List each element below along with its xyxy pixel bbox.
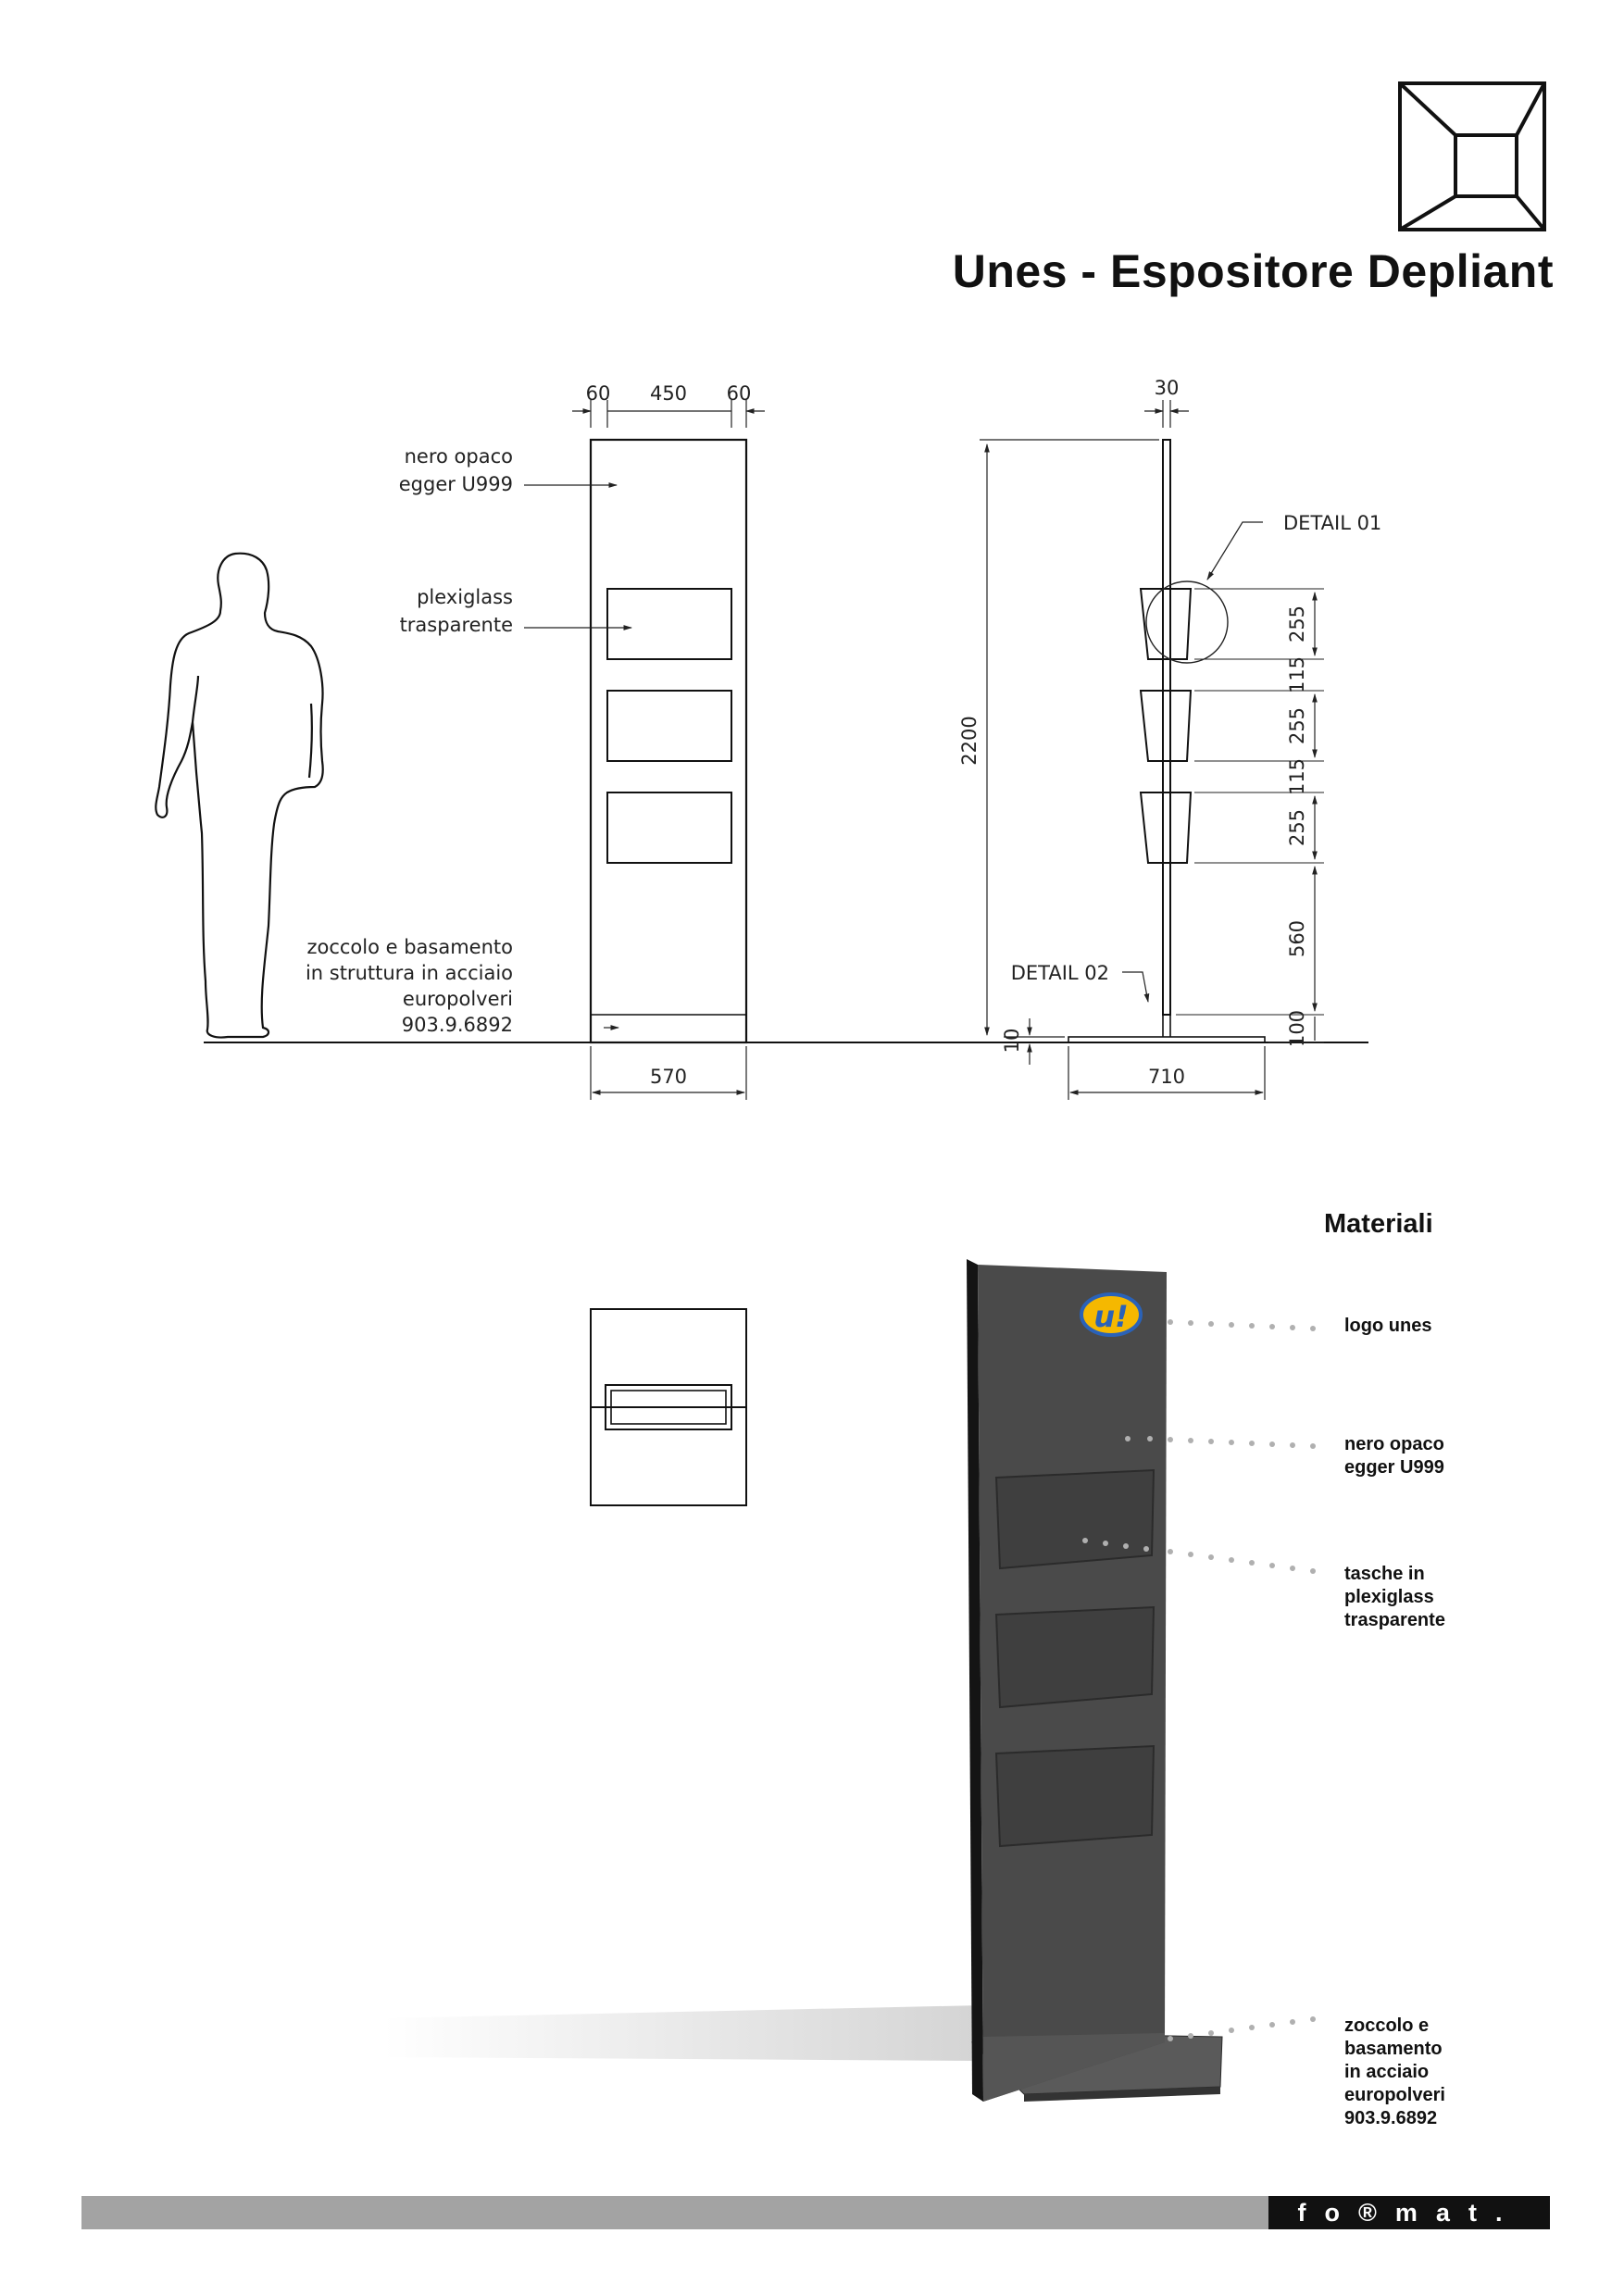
side-dim-height: 2200 [958,716,981,766]
label-base-line4: 903.9.6892 [401,1014,513,1036]
human-silhouette [156,554,322,1038]
materials-heading: Materiali [1324,1209,1433,1239]
front-pocket-1 [607,589,731,659]
front-dim-center: 450 [649,382,688,405]
front-dim-left: 60 [585,382,611,405]
page-title: Unes - Espositore Depliant [952,245,1554,297]
render-pocket-1 [996,1470,1154,1568]
front-dim-right: 60 [726,382,752,405]
unes-logo-text: u! [1093,1299,1129,1334]
label-panel-line2: egger U999 [398,473,513,495]
side-dim-gap-1: 115 [1286,655,1308,694]
label-pockets-line2: trasparente [399,614,513,636]
label-base-line2: in struttura in acciaio [305,962,513,984]
side-dim-base-depth: 710 [1147,1066,1186,1088]
label-base-line3: europolveri [402,988,513,1010]
side-dim-gap-2: 115 [1286,757,1308,796]
side-dim-pocket-1: 255 [1286,605,1308,643]
side-dim-thickness: 30 [1154,377,1180,399]
callout-pockets: tasche in plexiglass trasparente [1344,1564,1445,1630]
label-base-line1: zoccolo e basamento [306,936,513,958]
side-dim-base-gap: 560 [1286,919,1308,958]
render-pocket-2 [996,1607,1154,1707]
front-dim-width: 570 [649,1066,688,1088]
callout-base: zoccolo e basamento in acciaio europolveri 903.9.6892 [1344,2015,1445,2128]
render-shadow [383,2005,981,2061]
side-pocket-2 [1141,691,1191,761]
side-pocket-1 [1141,589,1191,659]
side-dim-base-thickness: 10 [1001,1028,1023,1054]
front-pocket-2 [607,691,731,761]
side-panel [1163,440,1170,1015]
side-pocket-3 [1141,792,1191,863]
leader-base [1168,2016,1316,2041]
label-panel-line1: nero opaco [404,445,513,468]
side-dim-plinth: 100 [1286,1009,1308,1048]
leader-logo [1168,1319,1316,1331]
footer-brand: fo®mat. [1268,2196,1550,2229]
render-pocket-3 [996,1746,1154,1846]
front-panel [591,440,746,1042]
side-dim-pocket-2: 255 [1286,706,1308,745]
callout-logo: logo unes [1344,1316,1432,1336]
detail-01-label: DETAIL 01 [1283,512,1382,534]
side-dim-pocket-3: 255 [1286,808,1308,847]
callout-panel: nero opaco egger U999 [1344,1434,1444,1478]
label-pockets-line1: plexiglass [417,586,513,608]
detail-02-label: DETAIL 02 [1010,962,1109,984]
front-pocket-3 [607,792,731,863]
